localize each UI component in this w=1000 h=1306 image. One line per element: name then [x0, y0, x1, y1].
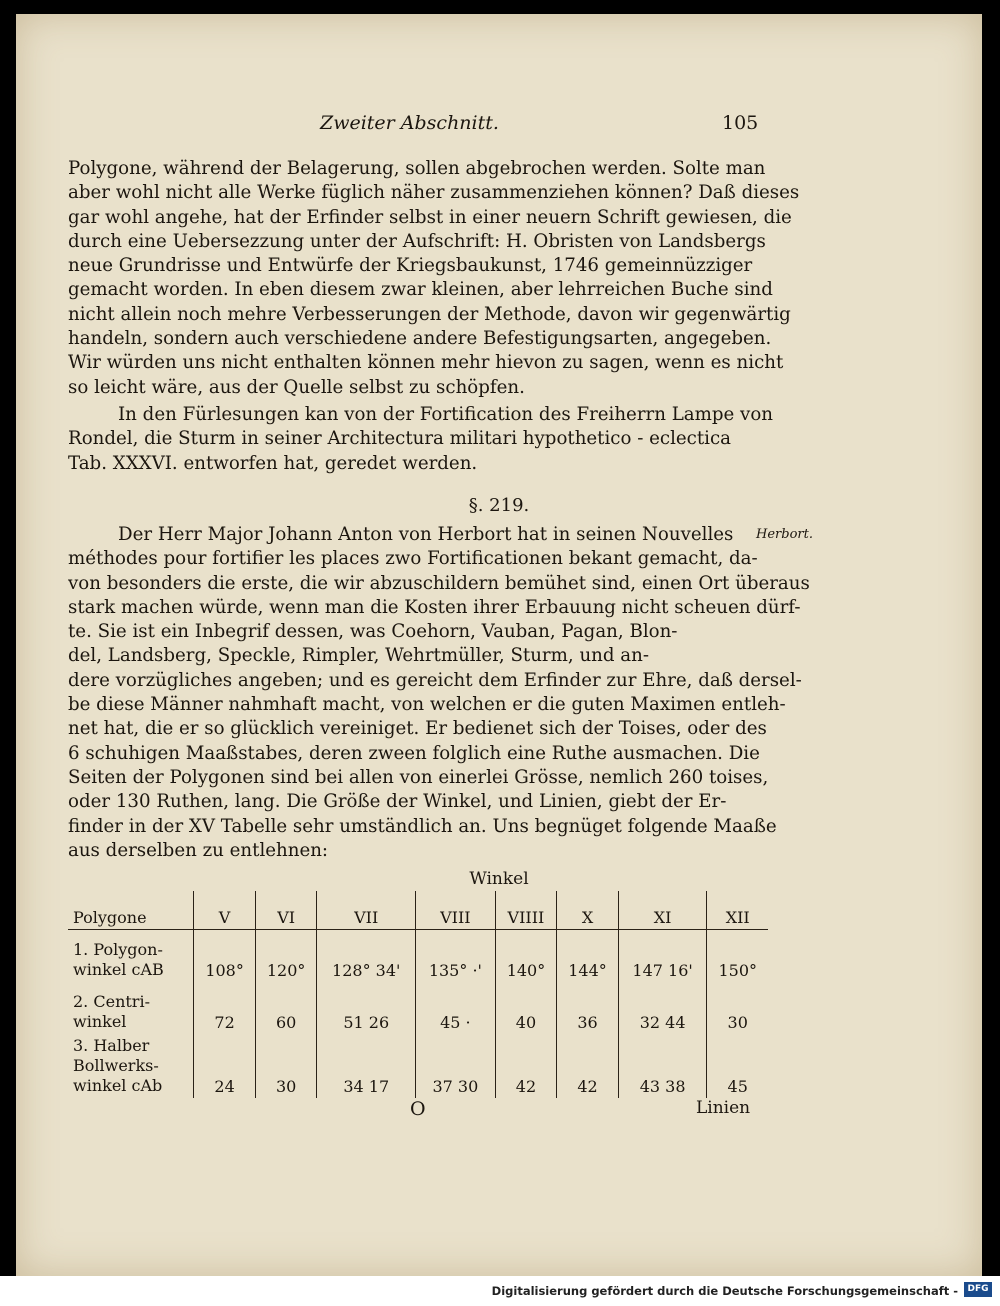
- catchword-right: Linien: [696, 1098, 751, 1118]
- text-line: stark machen würde, wenn man die Kosten ihrer Erbauung nicht scheuen dürf-: [68, 596, 801, 618]
- table-row: [68, 930, 768, 983]
- table-cell: 60: [255, 982, 317, 1034]
- text-line: aus derselben zu entlehnen:: [68, 839, 329, 861]
- table-cell: 72: [194, 982, 256, 1034]
- footer-bar: [0, 1276, 1000, 1306]
- table-cell: 37 30: [416, 1034, 496, 1098]
- text-line: nicht allein noch mehre Verbesserungen der Methode, davon wir gegenwärtig: [68, 303, 791, 325]
- text-line: gar wohl angehe, hat der Erfinder selbst in einer neuern Schrift gewiesen, die: [68, 206, 792, 228]
- table-cell: 40: [495, 982, 557, 1034]
- column-header: V: [194, 891, 256, 930]
- text-line: oder 130 Ruthen, lang. Die Größe der Winkel, und Linien, giebt der Er-: [68, 791, 727, 813]
- text-line: Wir würden uns nicht enthalten können mehr hievon zu sagen, wenn es nicht: [68, 352, 784, 374]
- table-cell: 128° 34': [317, 930, 416, 983]
- column-header: VII: [317, 891, 416, 930]
- running-head: Zweiter Abschnitt.: [320, 112, 499, 134]
- text-line: te. Sie ist ein Inbegrif dessen, was Coehorn, Vauban, Pagan, Blon-: [68, 621, 678, 643]
- table-cell: 108°: [194, 930, 256, 983]
- column-header: VI: [255, 891, 317, 930]
- column-header: Polygone: [68, 891, 194, 930]
- table-cell: 32 44: [618, 982, 707, 1034]
- page-header: [16, 112, 982, 142]
- paragraph-1: [68, 157, 814, 400]
- table-cell: 30: [707, 982, 768, 1034]
- text-line: finder in der XV Tabelle sehr umständlich an. Uns begnüget folgende Maaße: [68, 815, 777, 837]
- table-cell: 36: [557, 982, 619, 1034]
- paragraph-2: [68, 403, 814, 476]
- table-cell: 24: [194, 1034, 256, 1098]
- angle-table: [68, 891, 768, 1098]
- row-label: 3. Halber Bollwerks- winkel cAb: [73, 1036, 163, 1095]
- table-cell: 51 26: [317, 982, 416, 1034]
- text-line: aber wohl nicht alle Werke füglich näher zusammenziehen können? Daß dieses: [68, 182, 800, 204]
- row-label: 1. Polygon- winkel cAB: [73, 940, 164, 979]
- text-line: gemacht worden. In eben diesem zwar kleinen, aber lehrreichen Buche sind: [68, 279, 773, 301]
- table-cell: 42: [495, 1034, 557, 1098]
- table-row: [68, 982, 768, 1034]
- table-caption: Winkel: [469, 869, 529, 889]
- text-line: Polygone, während der Belagerung, sollen abgebrochen werden. Solte man: [68, 158, 766, 179]
- text-line: be diese Männer nahmhaft macht, von welchen er die guten Maximen entleh-: [68, 694, 786, 716]
- footer-text: Digitalisierung gefördert durch die Deutsche Forschungsgemeinschaft -: [491, 1284, 958, 1298]
- row-label: 2. Centri- winkel: [73, 992, 150, 1031]
- text-line: von besonders die erste, die wir abzuschildern bemühet sind, einen Ort überaus: [68, 572, 810, 594]
- table-cell: 135° ·': [416, 930, 496, 983]
- text-line: del, Landsberg, Speckle, Rimpler, Wehrtmüller, Sturm, und an-: [68, 645, 649, 667]
- text-line: neue Grundrisse und Entwürfe der Kriegsbaukunst, 1746 gemeinnüzziger: [68, 255, 753, 277]
- text-line: dere vorzügliches angeben; und es gereicht dem Erfinder zur Ehre, daß dersel-: [68, 669, 802, 691]
- table-cell: 140°: [495, 930, 557, 983]
- text-line: In den Fürlesungen kan von der Fortification des Freiherrn Lampe von: [118, 404, 773, 425]
- text-line: méthodes pour fortifier les places zwo Fortificationen bekant gemacht, da-: [68, 548, 758, 570]
- table-cell: 147 16': [618, 930, 707, 983]
- table-cell: 150°: [707, 930, 768, 983]
- text-line: 6 schuhigen Maaßstabes, deren zween folglich eine Ruthe ausmachen. Die: [68, 742, 760, 764]
- text-line: Rondel, die Sturm in seiner Architectura militari hypothetico - eclectica: [68, 428, 732, 450]
- text-line: Der Herr Major Johann Anton von Herbort hat in seinen Nouvelles: [118, 524, 734, 545]
- table-cell: 30: [255, 1034, 317, 1098]
- text-line: net hat, die er so glücklich vereiniget. Er bedienet sich der Toises, oder des: [68, 718, 767, 740]
- column-header: XI: [618, 891, 707, 930]
- column-header: X: [557, 891, 619, 930]
- catchword-left: O: [410, 1098, 426, 1120]
- paragraph-3: [68, 523, 814, 863]
- text-line: durch eine Uebersezzung unter der Aufschrift: H. Obristen von Landsbergs: [68, 230, 766, 252]
- table-cell: 34 17: [317, 1034, 416, 1098]
- section-number: §. 219.: [468, 495, 530, 516]
- text-line: so leicht wäre, aus der Quelle selbst zu schöpfen.: [68, 376, 525, 398]
- margin-note: Herbort.: [756, 527, 813, 542]
- table-row: [68, 1034, 768, 1098]
- table-cell: 42: [557, 1034, 619, 1098]
- dfg-logo-icon: DFG: [964, 1282, 992, 1297]
- table-cell: 144°: [557, 930, 619, 983]
- table-cell: 45: [707, 1034, 768, 1098]
- book-page: [16, 14, 982, 1276]
- table-cell: 43 38: [618, 1034, 707, 1098]
- text-line: Seiten der Polygonen sind bei allen von einerlei Grösse, nemlich 260 toises,: [68, 766, 769, 788]
- page-number: 105: [722, 112, 759, 134]
- column-header: VIIII: [495, 891, 557, 930]
- table-cell: 120°: [255, 930, 317, 983]
- column-header: VIII: [416, 891, 496, 930]
- table-header-row: [68, 891, 768, 930]
- text-line: Tab. XXXVI. entworfen hat, geredet werden.: [68, 452, 478, 474]
- table-cell: 45 ·: [416, 982, 496, 1034]
- text-line: handeln, sondern auch verschiedene andere Befestigungsarten, angegeben.: [68, 328, 772, 350]
- column-header: XII: [707, 891, 768, 930]
